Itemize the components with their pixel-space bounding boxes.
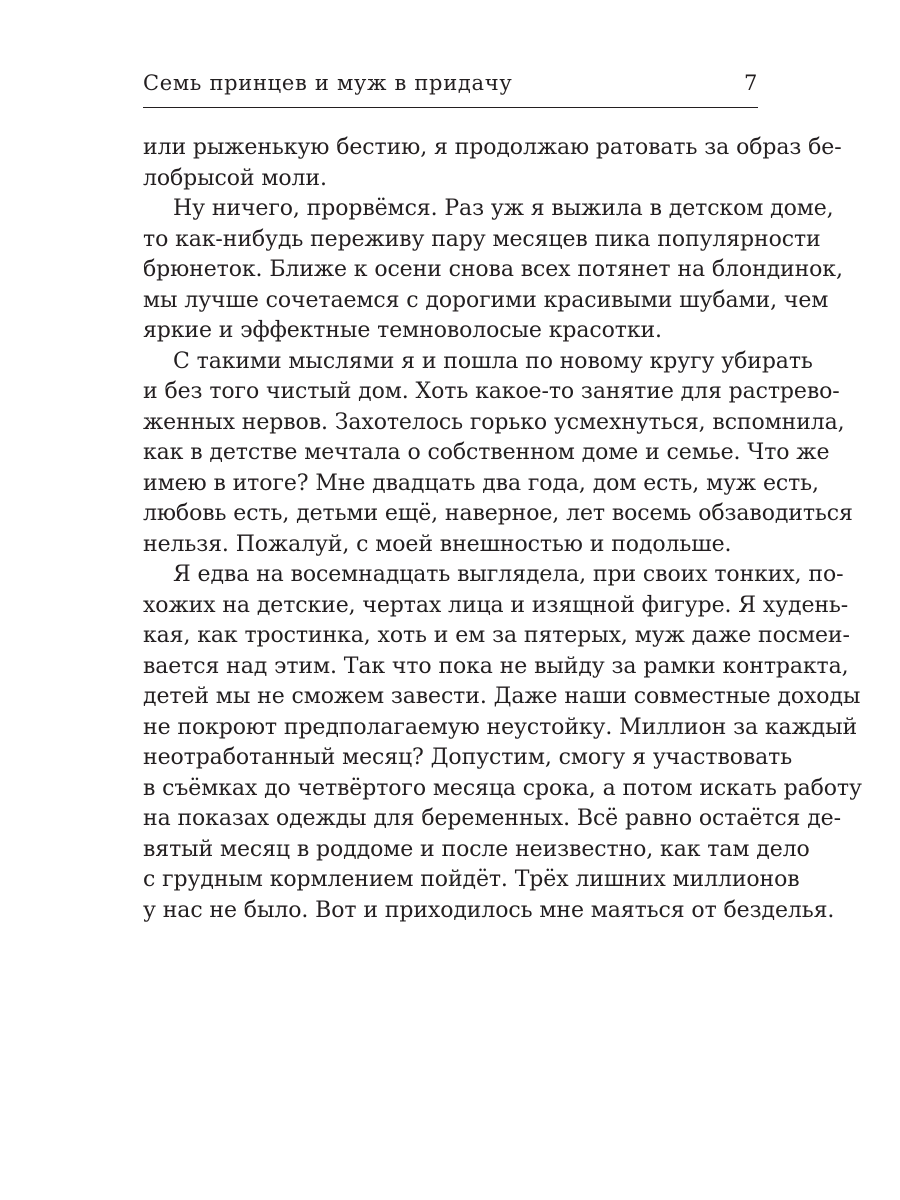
text-line: имею в итоге? Мне двадцать два года, дом есть, муж есть, xyxy=(143,470,819,496)
text-line: и без того чистый дом. Хоть какое-то занятие для растрево- xyxy=(143,379,840,404)
paragraph-1 xyxy=(143,133,842,194)
text-line: на показах одежды для беременных. Всё равно остаётся де- xyxy=(143,806,841,831)
text-line: С такими мыслями я и пошла по новому кругу убирать xyxy=(173,348,813,374)
book-title: Семь принцев и муж в придачу xyxy=(143,71,513,95)
text-line: детей мы не сможем завести. Даже наши совместные доходы xyxy=(143,684,861,709)
text-line: лобрысой моли. xyxy=(143,165,327,191)
text-line: то как-нибудь переживу пару месяцев пика популярности xyxy=(143,226,821,252)
text-line: Я едва на восемнадцать выглядела, при своих тонких, по- xyxy=(173,562,844,587)
text-line: нельзя. Пожалуй, с моей внешностью и подольше. xyxy=(143,531,732,557)
body-text xyxy=(143,133,862,926)
text-line: не покроют предполагаемую неустойку. Миллион за каждый xyxy=(143,714,858,740)
text-line: Ну ничего, прорвёмся. Раз уж я выжила в детском доме, xyxy=(173,196,834,221)
paragraph-4 xyxy=(143,560,862,926)
header-rule xyxy=(143,107,758,108)
text-line: неотработанный месяц? Допустим, смогу я участвовать xyxy=(143,745,793,770)
text-line: любовь есть, детьми ещё, наверное, лет восемь обзаводиться xyxy=(143,501,853,526)
text-line: мы лучше сочетаемся с дорогими красивыми шубами, чем xyxy=(143,287,829,313)
running-header xyxy=(143,66,758,100)
text-line: вятый месяц в роддоме и после неизвестно, как там дело xyxy=(143,836,810,862)
text-line: кая, как тростинка, хоть и ем за пятерых, муж даже посмеи- xyxy=(143,623,850,648)
page-number: 7 xyxy=(743,71,758,95)
text-line: хожих на детские, чертах лица и изящной фигуре. Я худень- xyxy=(143,592,849,618)
text-line: у нас не было. Вот и приходилось мне маяться от безделья. xyxy=(143,897,835,923)
text-line: женных нервов. Захотелось горько усмехнуться, вспомнила, xyxy=(143,409,845,435)
text-line: с грудным кормлением пойдёт. Трёх лишних миллионов xyxy=(143,867,800,892)
text-line: или рыженькую бестию, я продолжаю ратовать за образ бе- xyxy=(143,135,842,160)
paragraph-3 xyxy=(143,347,853,561)
text-line: в съёмках до четвёртого месяца срока, а потом искать работу xyxy=(143,775,862,801)
text-line: брюнеток. Ближе к осени снова всех потянет на блондинок, xyxy=(143,257,843,282)
text-line: вается над этим. Так что пока не выйду за рамки контракта, xyxy=(143,653,849,679)
text-line: яркие и эффектные темноволосые красотки. xyxy=(143,318,662,343)
text-line: как в детстве мечтала о собственном доме и семье. Что же xyxy=(143,440,830,465)
paragraph-2 xyxy=(143,194,843,347)
